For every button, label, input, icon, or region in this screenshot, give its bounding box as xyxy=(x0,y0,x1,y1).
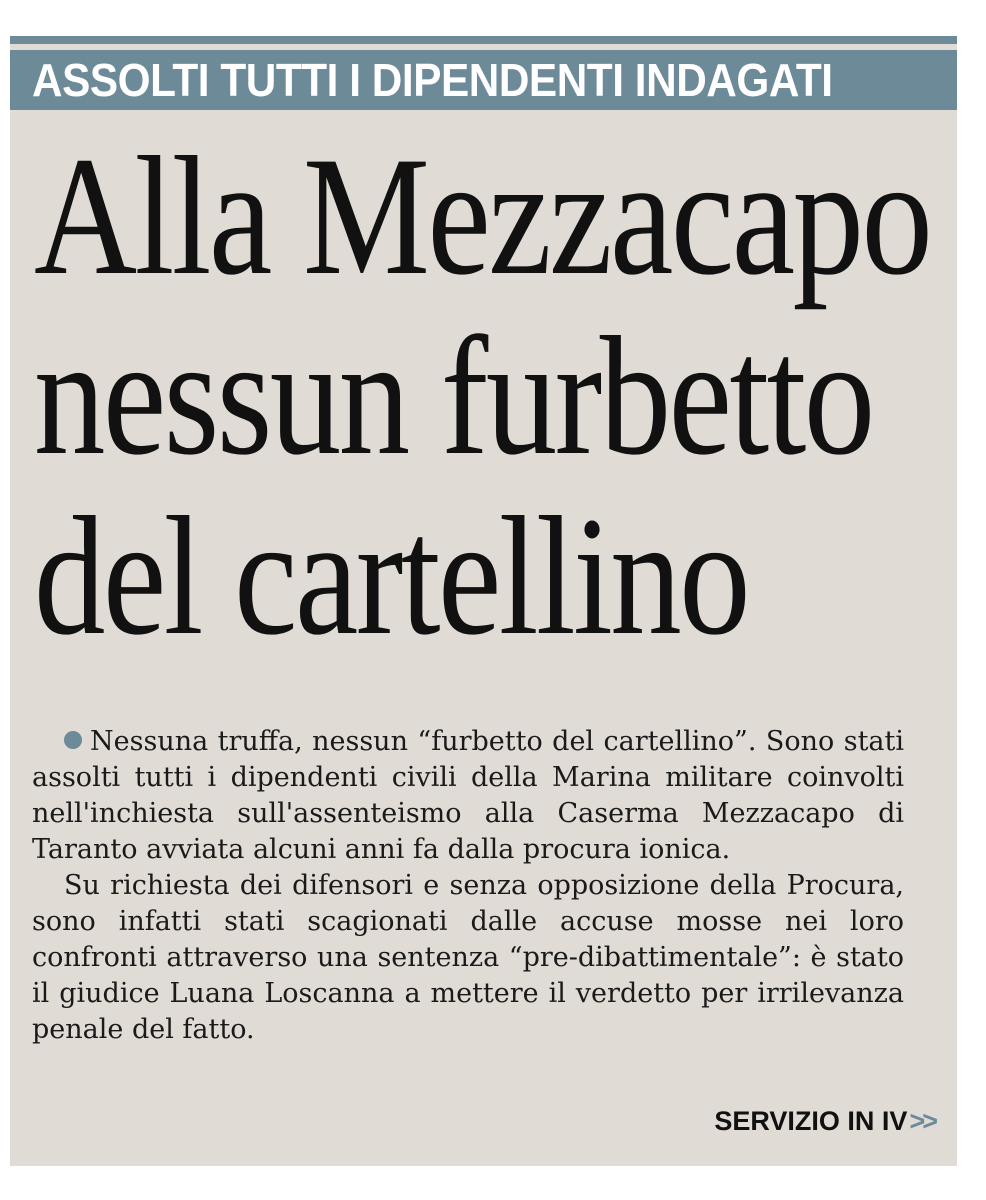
page-reference xyxy=(714,1106,935,1137)
double-chevron-right-icon: >> xyxy=(909,1106,935,1136)
paragraph-text: Nessuna truffa, nessun “furbetto del cartellino”. Sono stati assolti tutti i dipendenti civili della Marina militare coinvolti nell'inchiesta sull'assenteismo alla Caserma Mezzacapo di Taranto avviata alcuni anni fa dalla procura ionica. xyxy=(32,726,904,865)
article-body xyxy=(32,724,904,1048)
paragraph-text: Su richiesta dei difensori e senza opposizione della Procura, sono infatti stati scagionati dalle accuse mosse nei loro confronti attraverso una sentenza “pre-dibattimentale”: è stato il giudice Luana Loscanna a mettere il verdetto per irrilevanza penale del fatto. xyxy=(32,870,904,1045)
article-panel xyxy=(10,36,957,1166)
paragraph xyxy=(32,868,904,1048)
headline-line: Alla Mezzacapo xyxy=(34,122,931,310)
headline-line: del cartellino xyxy=(34,482,749,670)
headline-line: nessun furbetto xyxy=(34,302,873,490)
headline xyxy=(34,122,954,670)
bullet-icon xyxy=(64,731,82,749)
paragraph xyxy=(32,724,904,868)
kicker-bar xyxy=(10,50,957,110)
reference-text: SERVIZIO IN IV xyxy=(714,1106,908,1136)
top-rule xyxy=(10,36,957,44)
kicker: ASSOLTI TUTTI I DIPENDENTI INDAGATI xyxy=(32,54,833,106)
